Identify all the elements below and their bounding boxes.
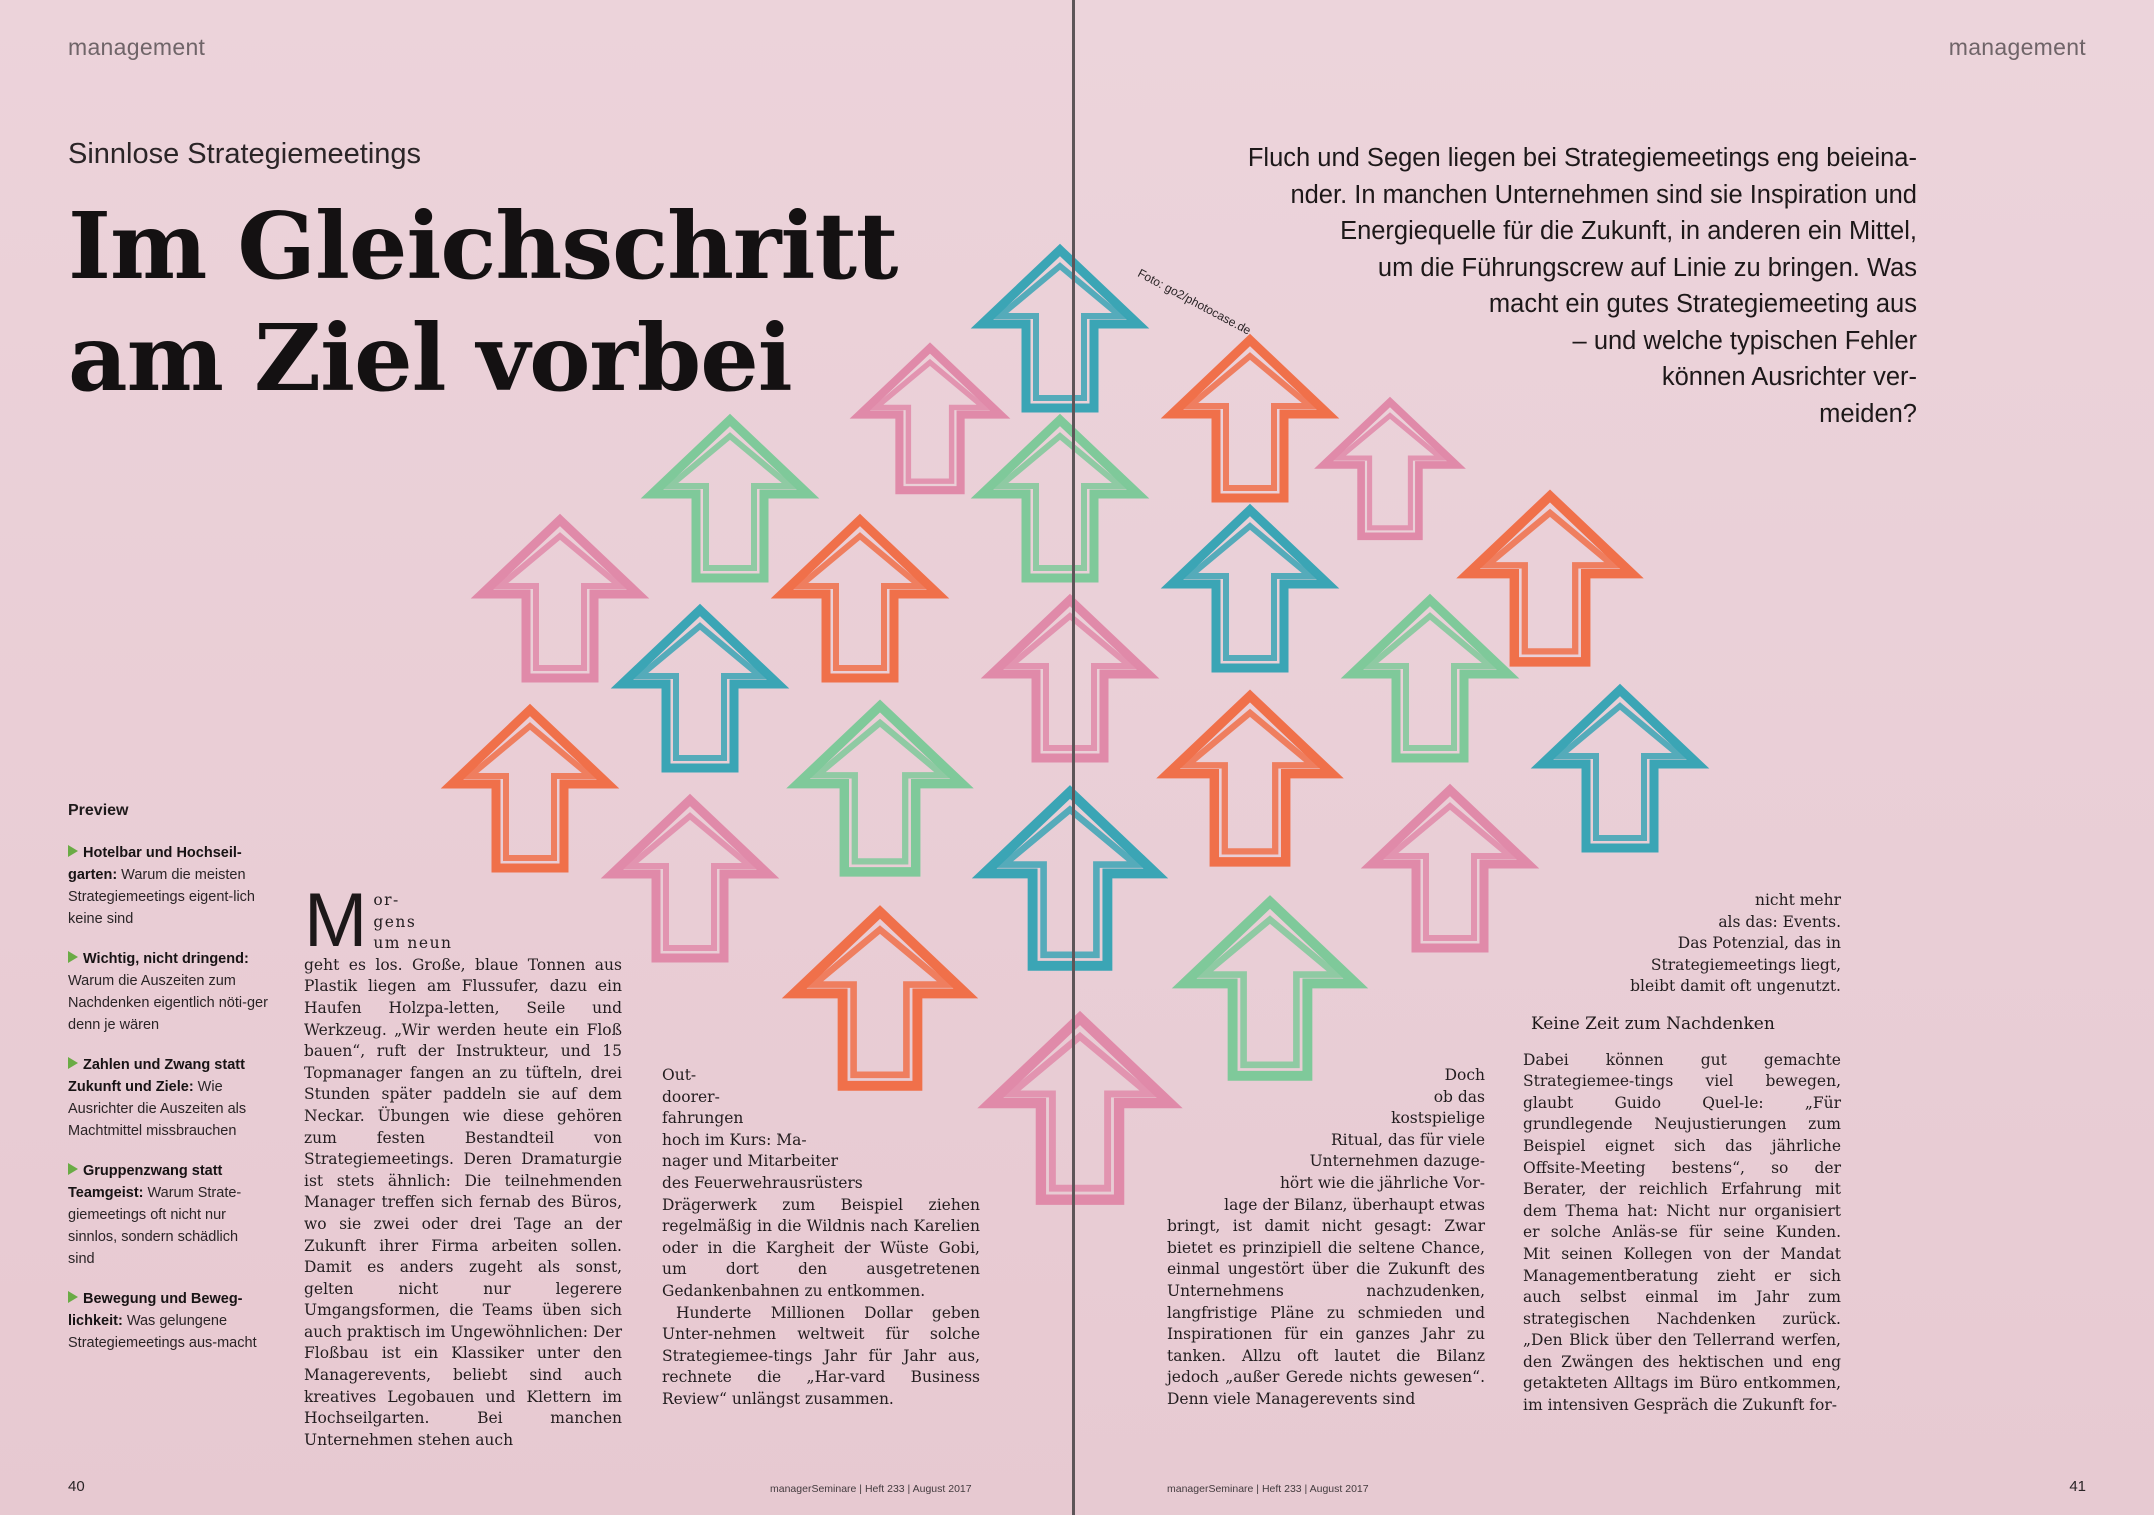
preview-item-title: Gruppenzwang statt Teamgeist: — [68, 1163, 223, 1201]
paper-clip-arrow-icon — [1542, 690, 1698, 848]
body-line: Unternehmen dazuge- — [1309, 1152, 1485, 1171]
footer-brand-left: managerSeminare | Heft 233 | August 2017 — [770, 1483, 972, 1495]
paper-clip-arrow-icon — [1372, 790, 1528, 948]
body-line: nager und Mitarbeiter — [662, 1152, 839, 1171]
body-line: hört wie die jährliche Vor- — [1279, 1173, 1485, 1192]
paper-clip-arrow-icon — [984, 792, 1156, 966]
paper-clip-arrow-icon — [860, 348, 1000, 490]
paper-clip-arrow-icon — [1172, 510, 1328, 668]
paper-clip-arrow-icon — [992, 600, 1148, 758]
subhead: Keine Zeit zum Nachdenken — [1531, 1013, 1775, 1034]
col3-paragraph: bringt, ist damit nicht gesagt: Zwar bietet es prinzipiell die seltene Chance, einmal ungestört über die Zukunft des Unternehmens nachzudenken, langfristige Pläne zu schmieden und Inspirationen für ein ganzes Jahr zu tanken. Allzu oft lautet die Bilanz jedoch „außer Gerede nichts gewesen“. Denn viele Managerevents sind — [1167, 1217, 1485, 1408]
headline-line-2: am Ziel vorbei — [68, 304, 792, 412]
page-number-left: 40 — [68, 1478, 85, 1495]
page-number-right: 41 — [2069, 1478, 2086, 1495]
preview-item-text: Warum Strate-giemeetings oft nicht nur sinnlos, sondern schädlich sind — [68, 1185, 242, 1267]
lede-line: um die Führungscrew auf Linie zu bringen. Was — [1377, 253, 1917, 282]
photo-credit: Foto: go2/photocase.de — [1135, 266, 1254, 338]
paper-clip-arrow-icon — [612, 800, 768, 958]
paper-clip-arrow-icon — [1184, 902, 1356, 1076]
paper-clip-arrow-icon — [982, 420, 1138, 578]
body-line: bleibt damit oft ungenutzt. — [1630, 977, 1841, 996]
paper-clip-arrow-icon — [1352, 600, 1508, 758]
preview-title: Preview — [68, 802, 129, 819]
body-line: Das Potenzial, das in — [1677, 934, 1841, 953]
paper-clip-arrow-icon — [982, 250, 1138, 408]
paper-clip-arrow-icon — [652, 420, 808, 578]
preview-item-text: Warum die meisten Strategiemeetings eigent-lich keine sind — [68, 867, 255, 927]
body-line: hoch im Kurs: Ma- — [662, 1130, 807, 1149]
preview-item-title: Hotelbar und Hochseil-garten: — [68, 845, 242, 883]
lede-line: nder. In manchen Unternehmen sind sie Inspiration und — [1290, 180, 1917, 209]
paper-clip-arrow-icon — [622, 610, 778, 768]
preview-item-text: Was gelungene Strategiemeetings aus-macht — [68, 1313, 257, 1351]
col1-paragraph: geht es los. Große, blaue Tonnen aus Plastik liegen am Flussufer, dazu ein Haufen Holzpa-letten, Seile und Werkzeug. „Wir werden heute ein Floß bauen“, ruft der Instrukteur, und 15 Topmanager fangen an zu tüfteln, drei Stunden später paddeln sie auf dem Neckar. Übungen wie diese gehören zum festen Bestandteil von Strategiemeetings. Deren Dramaturgie ist stets ähnlich: Die teilnehmenden Manager treffen sich fernab des Büros, wo sie zwei oder drei Tage an der Zukunft ihrer Firma arbeiten sollen. Damit es anders zugeht als sonst, gelten nicht nur legerere Umgangsformen, die Teams üben sich auch praktisch im Ungewöhnlichen: Der Floßbau ist ein Klassiker unter den Managerevents, beliebt sind auch kreatives Legobauen und Klettern im Hochseilgarten. Bei manchen Unternehmen stehen auch — [304, 955, 622, 1449]
lede-line: Energiequelle für die Zukunft, in anderen ein Mittel, — [1340, 217, 1917, 245]
paper-clip-arrow-icon — [798, 706, 962, 872]
preview-item-title: Wichtig, nicht dringend: — [83, 951, 249, 967]
paper-clip-arrow-icon — [794, 912, 966, 1086]
headline-line-1: Im Gleichschritt — [68, 192, 898, 300]
body-line: or- — [373, 891, 400, 909]
body-line: gens — [373, 912, 417, 931]
col2-paragraph-2: Hunderte Millionen Dollar geben Unter-nehmen weltweit für solche Strategiemee-tings Jahr für Jahr aus, rechnete die „Har-vard Business Review“ unlängst zusammen. — [662, 1303, 980, 1408]
col2-paragraph: Drägerwerk zum Beispiel ziehen regelmäßig in die Wildnis nach Karelien oder in die Kargheit der Wüste Gobi, um dort den ausgetretenen Gedankenbahnen zu entkommen. — [662, 1195, 980, 1300]
footer-brand-right: managerSeminare | Heft 233 | August 2017 — [1167, 1483, 1369, 1495]
lede-line: können Ausrichter ver- — [1661, 363, 1917, 391]
lede-line: meiden? — [1819, 399, 1917, 428]
body-line: als das: Events. — [1718, 912, 1841, 931]
paper-clip-arrow-icon — [1324, 402, 1457, 536]
body-line: Doch — [1444, 1066, 1485, 1084]
section-tag-left: management — [68, 34, 206, 60]
kicker: Sinnlose Strategiemeetings — [68, 138, 422, 170]
body-line: Out- — [662, 1066, 697, 1084]
lede-line: – und welche typischen Fehler — [1572, 326, 1917, 355]
paper-clip-arrow-icon — [990, 1018, 1169, 1200]
body-line: Strategiemeetings liegt, — [1650, 955, 1841, 974]
page-spine — [1072, 0, 1075, 1515]
paper-clip-arrow-icon — [482, 520, 638, 678]
preview-item-title: Bewegung und Beweg-lichkeit: — [68, 1291, 243, 1329]
body-line: um neun — [373, 934, 453, 953]
body-line: des Feuerwehrausrüsters — [662, 1173, 863, 1192]
paper-clip-arrow-icon — [1172, 340, 1328, 498]
body-line: ob das — [1433, 1087, 1485, 1106]
body-line: doorer- — [662, 1087, 720, 1106]
paper-clip-arrow-icon — [782, 520, 938, 678]
section-tag-right: management — [1948, 34, 2086, 60]
lede-line: Fluch und Segen liegen bei Strategiemeetings eng beieina- — [1247, 144, 1917, 172]
dropcap: M — [304, 878, 368, 963]
body-line: fahrungen — [662, 1109, 744, 1128]
paper-clip-arrow-icon — [1468, 496, 1632, 662]
body-line: kostspielige — [1391, 1109, 1485, 1128]
body-line: lage der Bilanz, überhaupt etwas — [1224, 1195, 1485, 1214]
preview-item-text: Warum die Auszeiten zum Nachdenken eigentlich nöti-ger denn je wären — [68, 973, 268, 1033]
col4-paragraph: Dabei können gut gemachte Strategiemee-tings viel bewegen, glaubt Guido Quel-le: „Für grundlegende Neujustierungen zum Beispiel eignet sich das jährliche Offsite-Meeting bestens“, so der Berater, der reichlich Erfahrung mit dem Thema hat: Nicht nur organisiert er solche Anläs-se für seine Kunden. Mit seinen Kollegen von der Mandat Managementberatung zieht er sich auch selbst einmal im Jahr zum strategischen Nachdenken zurück. „Den Blick über den Tellerrand werfen, den Zwängen des hektischen und eng getakteten Alltags im Büro entkommen, im intensiven Gespräch die Zukunft for- — [1523, 1050, 1841, 1415]
paper-clip-arrow-icon — [1168, 696, 1332, 862]
body-line: Ritual, das für viele — [1330, 1130, 1485, 1149]
preview-item-text: Wie Ausrichter die Auszeiten als Machtmittel missbrauchen — [68, 1079, 247, 1139]
paper-clip-arrow-icon — [452, 710, 608, 868]
preview-item-title: Zahlen und Zwang statt Zukunft und Ziele: — [68, 1057, 245, 1095]
lede-line: macht ein gutes Strategiemeeting aus — [1488, 290, 1917, 318]
body-line: nicht mehr — [1754, 891, 1841, 909]
